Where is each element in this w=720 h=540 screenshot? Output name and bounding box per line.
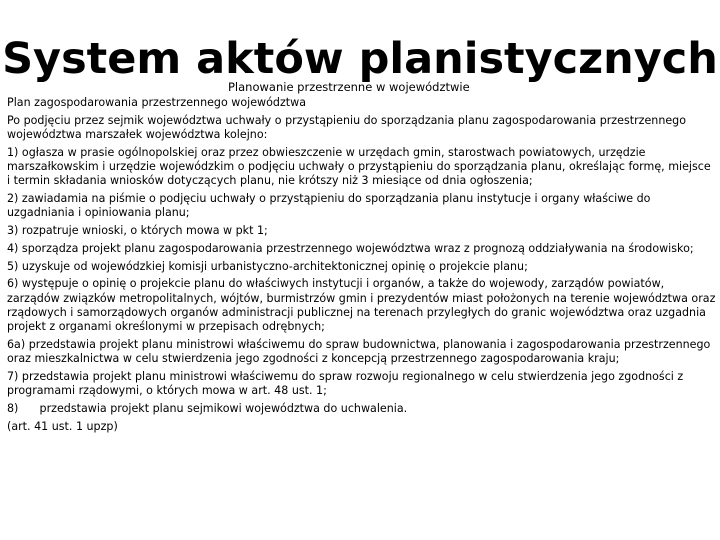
list-item-6a: 6a) przedstawia projekt planu ministrowi właściwemu do spraw budownictwa, planowania i zagospodarowania przestrzennego oraz mieszkalnictwa w celu stwierdzenia jego zgodności z koncepcją przestrzennego zagospodarowania kraju; (7, 337, 711, 365)
list-item-3: 3) rozpatruje wnioski, o których mowa w pkt 1; (7, 224, 268, 237)
list-item-2: 2) zawiadamia na piśmie o podjęciu uchwały o przystąpieniu do sporządzania planu instytucje i organy właściwe do uzgadniania i opiniowania planu; (7, 192, 651, 220)
list-item-8: 8) przedstawia projekt planu sejmikowi województwa do uchwalenia. (7, 401, 408, 415)
list-item-4: 4) sporządza projekt planu zagospodarowania przestrzennego województwa wraz z prognozą oddziaływania na środowisko; (7, 241, 694, 255)
intro-paragraph: Po podjęciu przez sejmik województwa uchwały o przystąpieniu do sporządzania planu zagospodarowania przestrzennego województwa marszałek województwa kolejno: (7, 113, 687, 141)
slide-body (7, 96, 717, 437)
list-item-1: 1) ogłasza w prasie ogólnopolskiej oraz przez obwieszczenie w urzędach gmin, starostwach powiatowych, urzędzie marszałkowskim i urzędzie wojewódzkim o podjęciu uchwały o przystąpieniu do sporządzania planu, określając formę, miejsce i termin składania wniosków dotyczących planu, nie krótszy niż 3 miesiące od dnia ogłoszenia; (7, 145, 711, 188)
list-item-5: 5) uzyskuje od wojewódzkiej komisji urbanistyczno-architektonicznej opinię o projekcie planu; (7, 259, 528, 273)
section-heading: Plan zagospodarowania przestrzennego województwa (7, 96, 306, 109)
slide-title: System aktów planistycznych (2, 34, 718, 84)
list-item-7: 7) przedstawia projekt planu ministrowi właściwemu do spraw rozwoju regionalnego w celu stwierdzenia jego zgodności z programami rządowymi, o których mowa w art. 48 ust. 1; (7, 369, 684, 397)
legal-reference: (art. 41 ust. 1 upzp) (7, 419, 118, 433)
slide-subtitle: Planowanie przestrzenne w województwie (228, 80, 470, 94)
list-item-6: 6) występuje o opinię o projekcie planu do właściwych instytucji i organów, a także do wojewody, zarządów powiatów, zarządów związków metropolitalnych, wójtów, burmistrzów gmin i prezydentów miast położonych na terenie województwa oraz rządowych i samorządowych organów administracji publicznej na terenach przyległych do granic województwa oraz uzgadnia projekt z organami określonymi w przepisach odrębnych; (7, 277, 716, 333)
